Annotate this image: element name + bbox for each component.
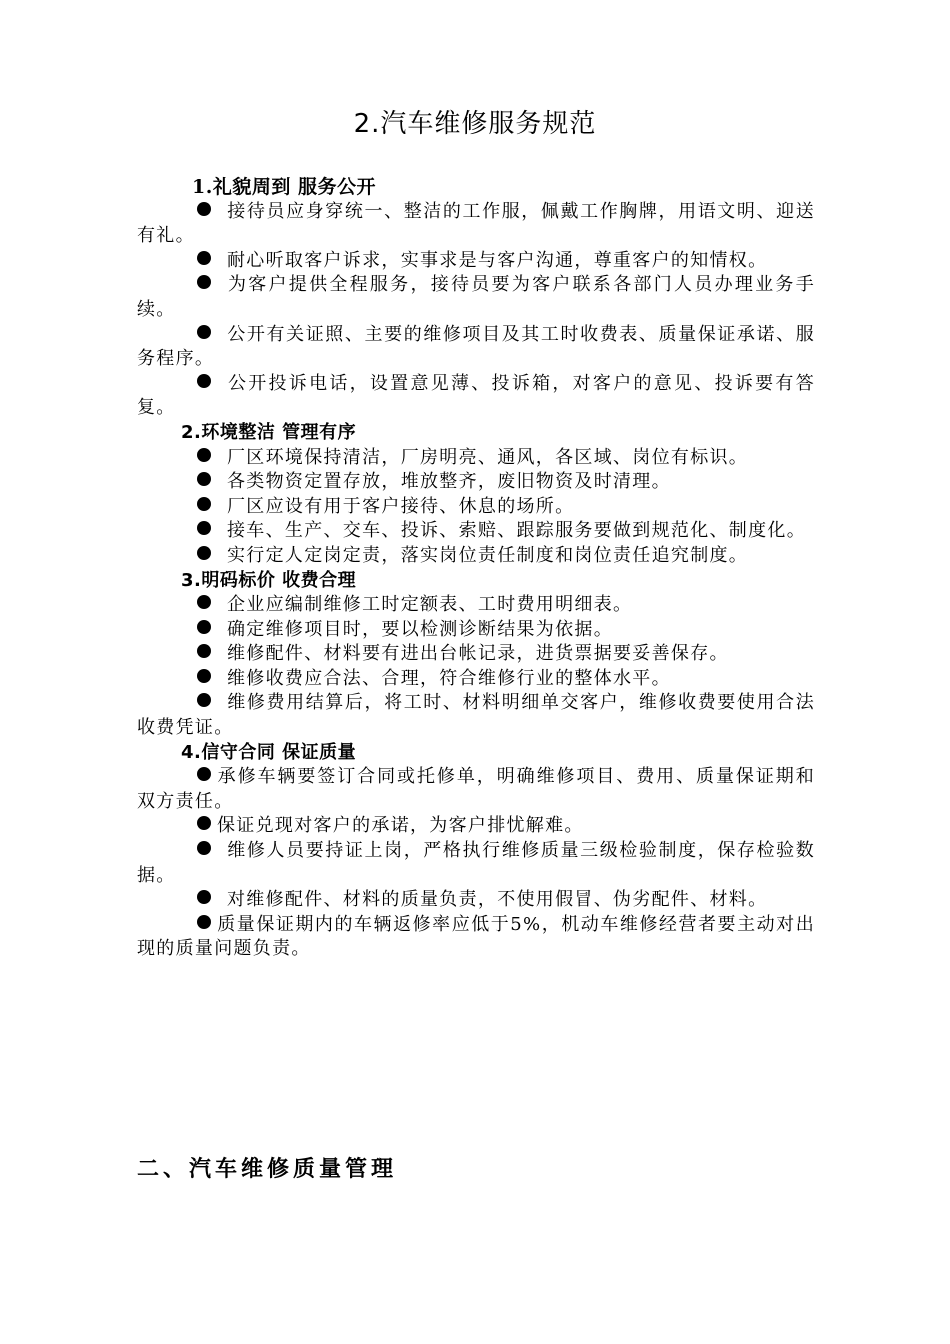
- document-title: 2.汽车维修服务规范: [353, 109, 597, 139]
- bullet-icon: [197, 251, 211, 265]
- list-item: [137, 200, 815, 249]
- list-item-text: 企业应编制维修工时定额表、工时费用明细表。: [227, 594, 633, 616]
- bullet-icon: [197, 767, 211, 781]
- list-item: [137, 667, 815, 692]
- bullet-icon: [197, 472, 211, 486]
- bullet-icon: [197, 521, 211, 535]
- list-item: [137, 618, 815, 643]
- bullet-icon: [197, 915, 211, 929]
- list-item-text: 质量保证期内的车辆返修率应低于5%，机动车维修经营者要主动对出现的质量问题负责。: [137, 913, 815, 960]
- bullet-icon: [197, 448, 211, 462]
- list-item: [137, 888, 815, 913]
- section-heading-4: 4.信守合同 保证质量: [181, 741, 357, 763]
- list-item-text: 保证兑现对客户的承诺，为客户排忧解难。: [217, 815, 584, 837]
- list-item: [137, 765, 815, 814]
- list-item: [137, 446, 815, 471]
- list-item-text: 厂区应设有用于客户接待、休息的场所。: [227, 495, 575, 517]
- list-item-text: 公开投诉电话，设置意见薄、投诉箱，对客户的意见、投诉要有答复。: [137, 372, 815, 419]
- list-item: [137, 470, 815, 495]
- bullet-icon: [197, 546, 211, 560]
- list-item: [137, 691, 815, 740]
- list-item: [137, 593, 815, 618]
- bullet-icon: [197, 275, 211, 289]
- list-item-text: 维修配件、材料要有进出台帐记录，进货票据要妥善保存。: [227, 643, 729, 665]
- list-item-text: 接车、生产、交车、投诉、索赔、跟踪服务要做到规范化、制度化。: [227, 520, 806, 542]
- list-item-text: 承修车辆要签订合同或托修单，明确维修项目、费用、质量保证期和双方责任。: [137, 766, 815, 812]
- list-item: [137, 519, 815, 544]
- bullet-icon: [197, 669, 211, 683]
- bullet-icon: [197, 497, 211, 511]
- list-item-text: 接待员应身穿统一、整洁的工作服，佩戴工作胸牌，用语文明、迎送有礼。: [137, 200, 815, 247]
- bullet-icon: [197, 620, 211, 634]
- list-item: [137, 642, 815, 667]
- list-item-text: 确定维修项目时，要以检测诊断结果为依据。: [227, 618, 613, 640]
- section-heading-1: 1.礼貌周到 服务公开: [192, 176, 376, 198]
- bullet-icon: [197, 693, 211, 707]
- list-item-text: 对维修配件、材料的质量负责，不使用假冒、伪劣配件、材料。: [227, 889, 768, 911]
- list-item-text: 实行定人定岗定责，落实岗位责任制度和岗位责任追究制度。: [227, 544, 749, 566]
- list-item: [137, 913, 815, 962]
- chapter-heading: 二、汽车维修质量管理: [137, 1157, 398, 1182]
- list-item: [137, 814, 815, 839]
- list-item-text: 维修人员要持证上岗，严格执行维修质量三级检验制度，保存检验数据。: [137, 840, 815, 886]
- list-item-text: 各类物资定置存放，堆放整齐，废旧物资及时清理。: [227, 471, 671, 493]
- bullet-icon: [197, 325, 211, 339]
- bullet-icon: [197, 816, 211, 830]
- list-item-text: 维修收费应合法、合理，符合维修行业的整体水平。: [227, 667, 671, 689]
- document-body: [137, 175, 815, 962]
- list-item-text: 耐心听取客户诉求，实事求是与客户沟通，尊重客户的知情权。: [227, 249, 768, 271]
- list-item-text: 厂区环境保持清洁，厂房明亮、通风，各区域、岗位有标识。: [227, 446, 749, 468]
- bullet-icon: [197, 644, 211, 658]
- list-item: [137, 323, 815, 372]
- bullet-icon: [197, 841, 211, 855]
- list-item-text: 公开有关证照、主要的维修项目及其工时收费表、质量保证承诺、服务程序。: [137, 323, 815, 370]
- list-item: [137, 249, 815, 274]
- bullet-icon: [197, 595, 211, 609]
- list-item: [137, 495, 815, 520]
- list-item: [137, 273, 815, 322]
- list-item-text: 维修费用结算后，将工时、材料明细单交客户，维修收费要使用合法收费凭证。: [137, 692, 815, 739]
- list-item: [137, 544, 815, 569]
- bullet-icon: [197, 202, 211, 216]
- section-heading-3: 3.明码标价 收费合理: [181, 569, 357, 591]
- section-heading-2: 2.环境整洁 管理有序: [181, 421, 357, 443]
- list-item: [137, 372, 815, 421]
- list-item-text: 为客户提供全程服务，接待员要为客户联系各部门人员办理业务手续。: [137, 274, 815, 320]
- list-item: [137, 839, 815, 888]
- bullet-icon: [197, 374, 211, 388]
- bullet-icon: [197, 890, 211, 904]
